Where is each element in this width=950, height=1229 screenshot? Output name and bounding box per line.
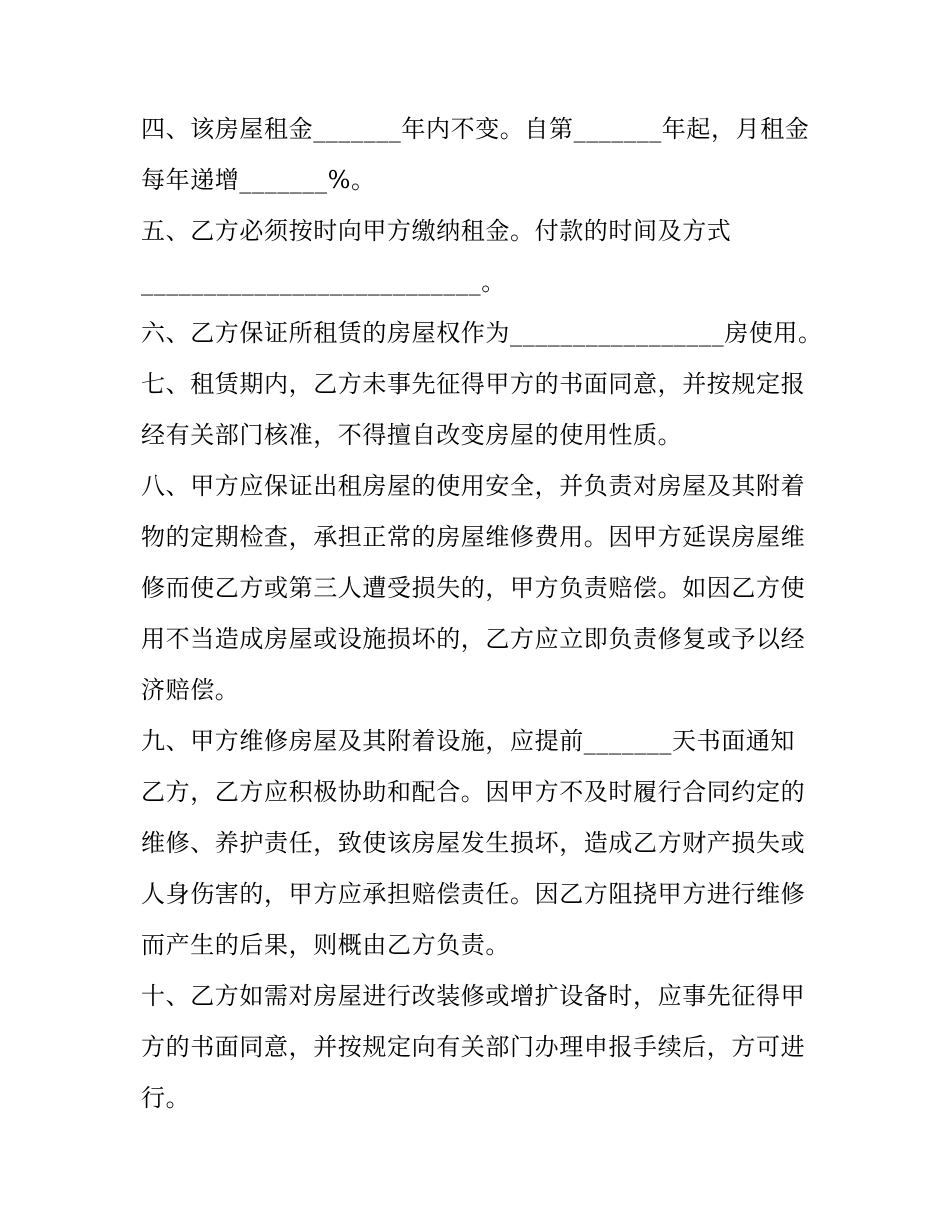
clause-8-line-4: 用不当造成房屋或设施损坏的，乙方应立即负责修复或予以经 — [141, 625, 806, 653]
clause-5 — [141, 206, 821, 308]
clause-8-line-1: 八、甲方应保证出租房屋的使用安全，并负责对房屋及其附着 — [141, 472, 806, 500]
clause-9-line-1: 九、甲方维修房屋及其附着设施，应提前_______天书面通知 — [141, 727, 795, 755]
clause-5-line-1: 五、乙方必须按时向甲方缴纳租金。付款的时间及方式 — [141, 217, 732, 245]
clause-7-line-2: 经有关部门核准，不得擅自改变房屋的使用性质。 — [141, 421, 683, 449]
clause-10 — [141, 971, 821, 1124]
clause-5-line-2: ___________________________。 — [141, 268, 506, 296]
clause-8-line-2: 物的定期检查，承担正常的房屋维修费用。因甲方延误房屋维 — [141, 523, 806, 551]
clause-8-line-3: 修而使乙方或第三人遭受损失的，甲方负责赔偿。如因乙方使 — [141, 574, 806, 602]
clause-4 — [141, 104, 821, 206]
clause-10-line-3: 行。 — [141, 1084, 191, 1112]
clause-6 — [141, 308, 821, 359]
clause-6-line-1: 六、乙方保证所租赁的房屋权作为_________________房使用。 — [141, 319, 823, 347]
clause-9 — [141, 716, 821, 971]
clause-8-line-5: 济赔偿。 — [141, 676, 240, 704]
clause-10-line-2: 方的书面同意，并按规定向有关部门办理申报手续后，方可进 — [141, 1033, 806, 1061]
clause-7 — [141, 359, 821, 461]
clause-9-line-3: 维修、养护责任，致使该房屋发生损坏，造成乙方财产损失或 — [141, 829, 806, 857]
clause-7-line-1: 七、租赁期内，乙方未事先征得甲方的书面同意，并按规定报 — [141, 370, 806, 398]
clause-9-line-2: 乙方，乙方应积极协助和配合。因甲方不及时履行合同约定的 — [141, 778, 806, 806]
document-body — [141, 104, 821, 1124]
clause-9-line-5: 而产生的后果，则概由乙方负责。 — [141, 931, 510, 959]
clause-4-line-2: 每年递增_______%。 — [141, 166, 376, 194]
clause-9-line-4: 人身伤害的，甲方应承担赔偿责任。因乙方阻挠甲方进行维修 — [141, 880, 806, 908]
clause-8 — [141, 461, 821, 716]
clause-10-line-1: 十、乙方如需对房屋进行改装修或增扩设备时，应事先征得甲 — [141, 982, 806, 1010]
clause-4-line-1: 四、该房屋租金_______年内不变。自第_______年起，月租金 — [141, 115, 810, 143]
